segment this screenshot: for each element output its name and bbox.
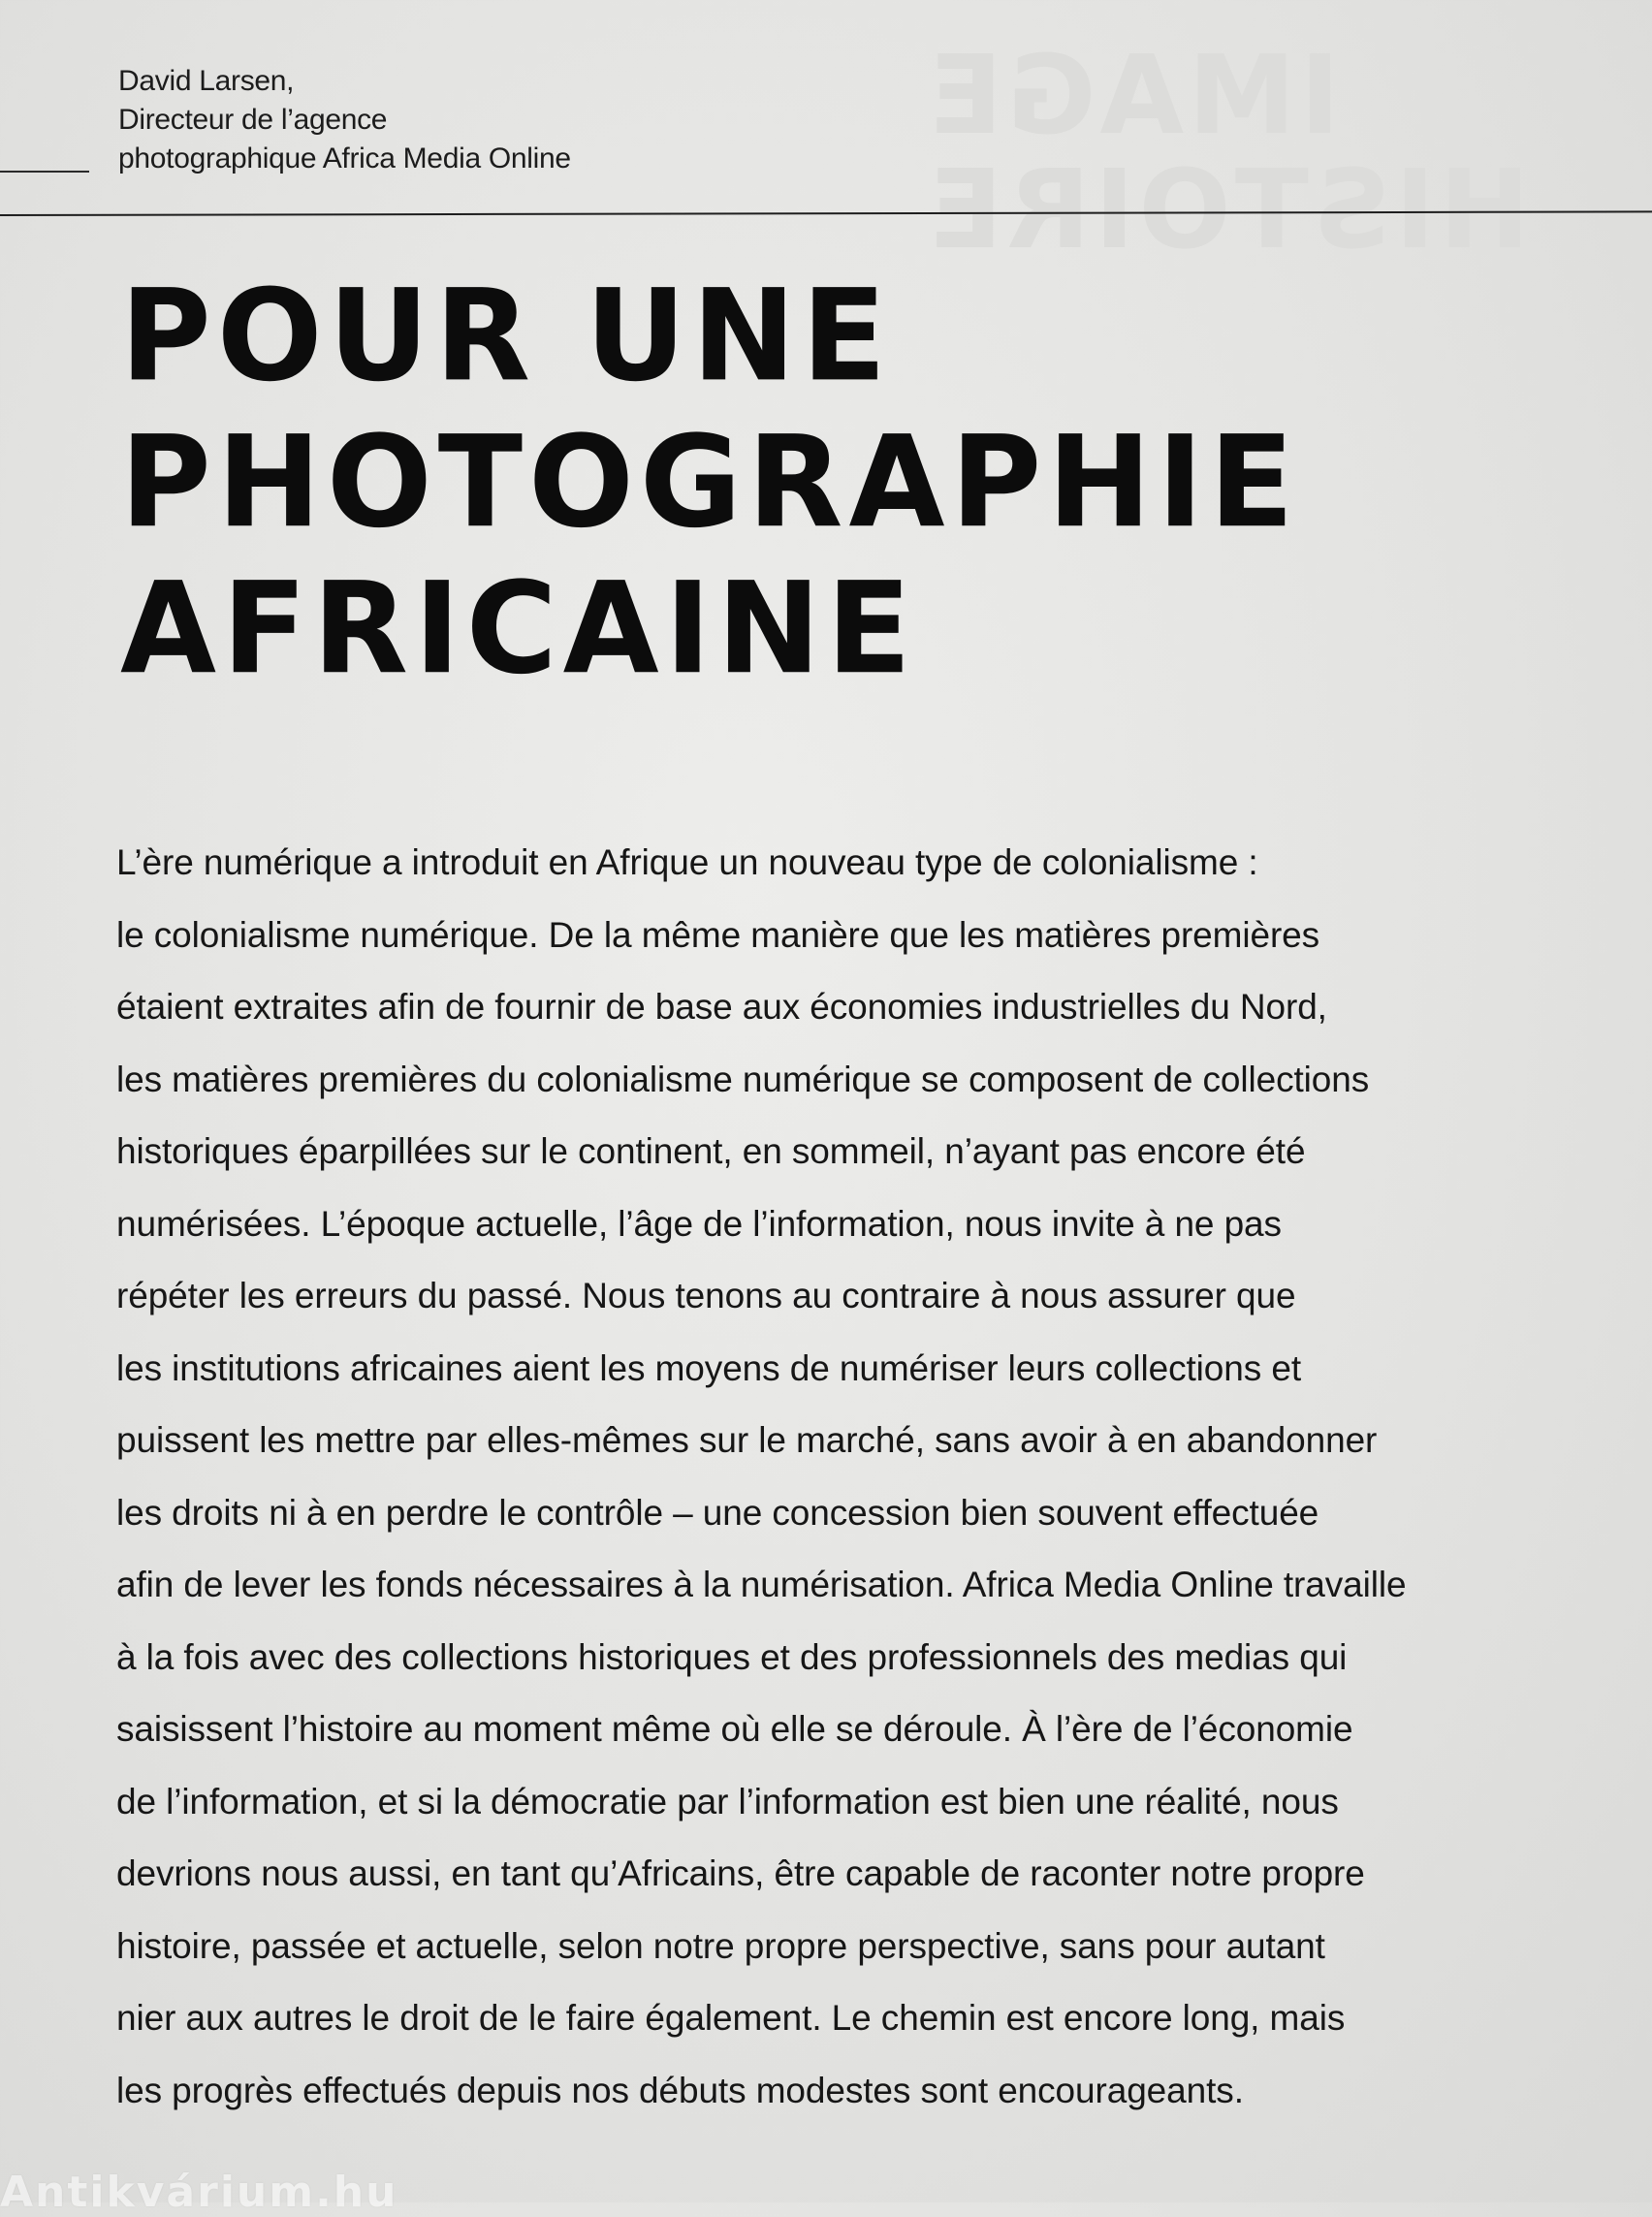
body-line: afin de lever les fonds nécessaires à la numérisation. Africa Media Online travaille bbox=[116, 1565, 1407, 1604]
body-line: le colonialisme numérique. De la même manière que les matières premières bbox=[116, 914, 1320, 955]
article-body bbox=[116, 827, 1571, 2127]
body-line: les matières premières du colonialisme numérique se composent de collections bbox=[116, 1059, 1370, 1099]
body-line: répéter les erreurs du passé. Nous tenons au contraire à nous assurer que bbox=[116, 1276, 1296, 1315]
body-line: saisissent l’histoire au moment même où elle se déroule. À l’ère de l’économie bbox=[116, 1709, 1353, 1749]
body-line: les institutions africaines aient les moyens de numériser leurs collections et bbox=[116, 1347, 1301, 1388]
author-byline bbox=[118, 62, 571, 178]
body-line: de l’information, et si la démocratie par l’information est bien une réalité, nous bbox=[116, 1781, 1339, 1821]
article-title bbox=[120, 264, 1300, 703]
body-line: L’ère numérique a introduit en Afrique un nouveau type de colonialisme : bbox=[116, 842, 1258, 882]
title-line: PHOTOGRAPHIE bbox=[120, 408, 1300, 556]
body-line: devrions nous aussi, en tant qu’Africains, être capable de raconter notre propre bbox=[116, 1853, 1365, 1893]
title-line: AFRICAINE bbox=[120, 554, 917, 703]
byline-rule bbox=[0, 171, 89, 173]
watermark: Antikvárium.hu bbox=[0, 2168, 398, 2217]
body-line: puissent les mettre par elles-mêmes sur le marché, sans avoir à en abandonner bbox=[116, 1420, 1378, 1460]
byline-role: Directeur de l’agence bbox=[118, 104, 388, 136]
body-line: étaient extraites afin de fournir de base aux économies industrielles du Nord, bbox=[116, 987, 1327, 1027]
body-line: historiques éparpillées sur le continent, en sommeil, n’ayant pas encore été bbox=[116, 1131, 1306, 1171]
body-line: les droits ni à en perdre le contrôle – une concession bien souvent effectuée bbox=[116, 1492, 1319, 1533]
body-line: histoire, passée et actuelle, selon notre propre perspective, sans pour autant bbox=[116, 1925, 1325, 1966]
show-through-text: IMAGE HISTOIRE bbox=[925, 33, 1531, 273]
body-line: numérisées. L’époque actuelle, l’âge de l’information, nous invite à ne pas bbox=[116, 1203, 1282, 1244]
byline-author-name: David Larsen, bbox=[118, 65, 295, 97]
body-line: à la fois avec des collections historiques et des professionnels des medias qui bbox=[116, 1636, 1348, 1677]
body-line: les progrès effectués depuis nos débuts modestes sont encourageants. bbox=[116, 2070, 1244, 2110]
byline-organization: photographique Africa Media Online bbox=[118, 143, 571, 174]
body-line: nier aux autres le droit de le faire également. Le chemin est encore long, mais bbox=[116, 1998, 1346, 2038]
title-line: POUR UNE bbox=[120, 262, 893, 410]
